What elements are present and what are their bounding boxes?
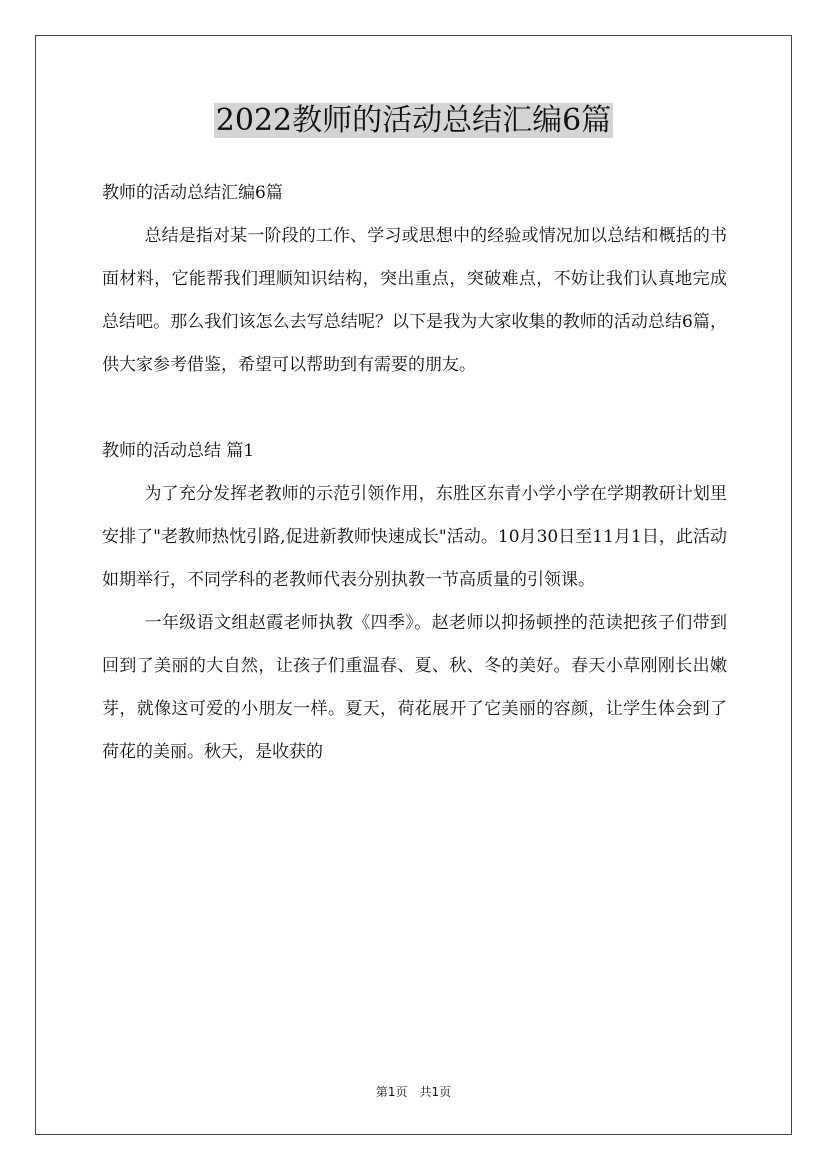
page-number: 第1页 — [375, 1085, 408, 1099]
document-title-text: 2022教师的活动总结汇编6篇 — [215, 103, 612, 138]
page-footer — [0, 1084, 827, 1100]
document-subtitle: 教师的活动总结汇编6篇 — [102, 183, 283, 203]
page-total: 共1页 — [419, 1085, 452, 1099]
section-heading: 教师的活动总结 篇1 — [102, 441, 255, 461]
document-title — [0, 100, 827, 142]
body-paragraph: 为了充分发挥老教师的示范引领作用，东胜区东青小学小学在学期教研计划里安排了"老教师热忱引路,促进新教师快速成长"活动。10月30日至11月1日，此活动如期举行，不同学科的老教师代表分别执教一节高质量的引领课。 — [102, 484, 727, 590]
body-paragraph: 一年级语文组赵霞老师执教《四季》。赵老师以抑扬顿挫的范读把孩子们带到回到了美丽的大自然，让孩子们重温春、夏、秋、冬的美好。春天小草刚刚长出嫩芽，就像这可爱的小朋友一样。夏天，荷花展开了它美丽的容颜，让学生体会到了荷花的美丽。秋天，是收获的 — [102, 613, 727, 762]
document-body — [102, 172, 727, 774]
intro-paragraph: 总结是指对某一阶段的工作、学习或思想中的经验或情况加以总结和概括的书面材料，它能帮我们理顺知识结构，突出重点，突破难点，不妨让我们认真地完成总结吧。那么我们该怎么去写总结呢？以下是我为大家收集的教师的活动总结6篇，供大家参考借鉴，希望可以帮助到有需要的朋友。 — [102, 226, 727, 375]
